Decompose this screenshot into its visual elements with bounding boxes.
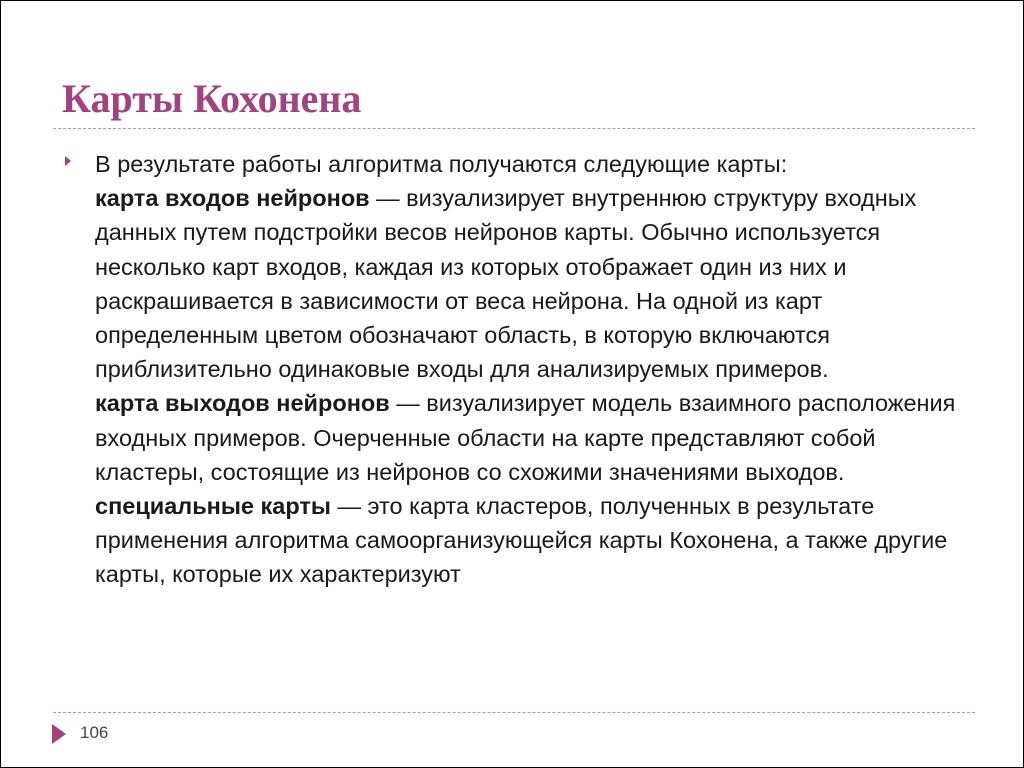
page-number: 106: [80, 723, 109, 742]
item-term: карта выходов нейронов: [95, 390, 390, 417]
item-term: специальные карты: [95, 493, 331, 520]
slide-body: [95, 147, 975, 592]
title-divider: [53, 128, 975, 129]
item-description: — визуализирует внутреннюю структуру входных данных путем подстройки весов нейронов карты. Обычно используется несколько карт входов, каждая из которых отображает один из них и раскрашивается в зависимости от веса нейрона. На одной из карт определенным цветом обозначают область, в которую включаются приблизительно одинаковые входы для анализируемых примеров.: [95, 185, 917, 383]
list-item: [95, 489, 975, 592]
item-description: — визуализирует модель взаимного расположения входных примеров. Очерченные области на карте представляют собой кластеры, состоящие из нейронов со схожими значениями выходов.: [95, 390, 956, 485]
intro-text: В результате работы алгоритма получаются следующие карты:: [95, 151, 788, 177]
item-description: — это карта кластеров, полученных в результате применения алгоритма самоорганизующейся карты Кохонена, а также другие карты, которые их характеризуют: [95, 493, 948, 588]
item-term: карта входов нейронов: [95, 185, 370, 212]
list-item: [95, 386, 975, 489]
triangle-arrow-icon: [52, 724, 66, 744]
slide-title: Карты Кохонена: [62, 76, 362, 121]
footer-divider: [53, 712, 975, 713]
list-item: [95, 181, 975, 386]
triangle-bullet-icon: [65, 156, 71, 166]
